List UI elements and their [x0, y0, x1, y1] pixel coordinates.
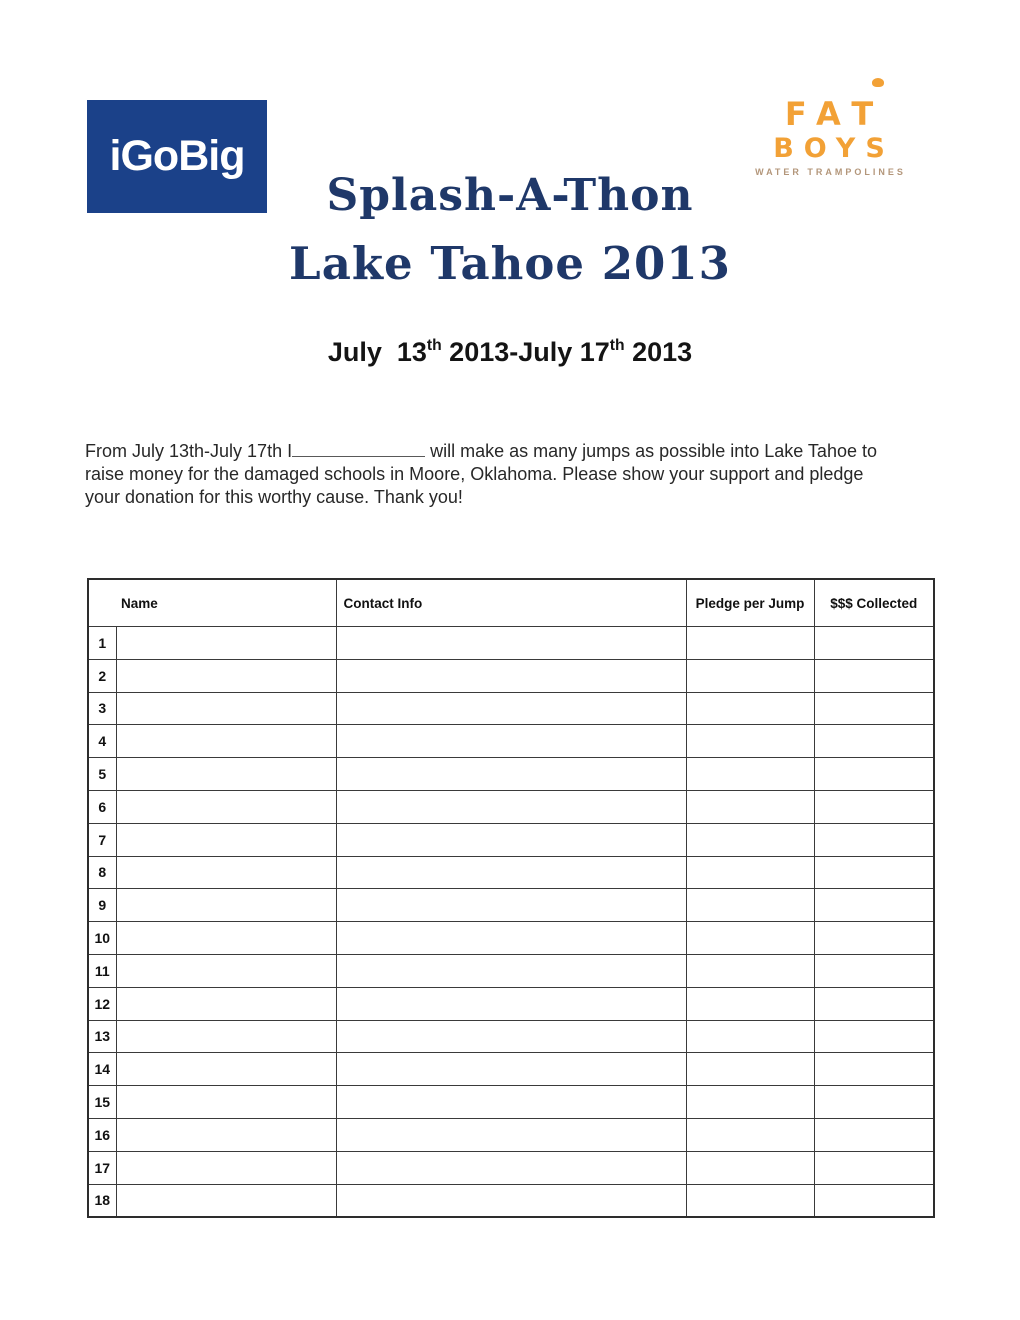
name-cell	[116, 1086, 336, 1119]
column-header-collected: $$$ Collected	[814, 579, 934, 627]
date-segment: July 13	[327, 337, 427, 367]
pledge-paragraph	[85, 440, 985, 509]
fatboys-logo-accent-icon	[872, 78, 884, 87]
name-cell	[116, 790, 336, 823]
row-number-cell: 14	[88, 1053, 116, 1086]
table-header-row	[88, 579, 934, 627]
contact-info-cell	[336, 627, 686, 660]
event-title	[0, 170, 1020, 289]
row-number-cell: 16	[88, 1118, 116, 1151]
column-header-pledge-per-jump: Pledge per Jump	[686, 579, 814, 627]
row-number-cell: 12	[88, 987, 116, 1020]
pledge-text-before-blank: From July 13th-July 17th I	[85, 441, 293, 461]
pledge-per-jump-cell	[686, 922, 814, 955]
table-row	[88, 1151, 934, 1184]
event-title-line2: Lake Tahoe 2013	[289, 237, 731, 290]
pledge-per-jump-cell	[686, 627, 814, 660]
date-segment: 2013	[624, 337, 693, 367]
pledge-text-after-blank: will make as many jumps as possible into Lake Tahoe to	[425, 441, 877, 461]
column-header-name: Name	[88, 579, 336, 627]
collected-cell	[814, 1053, 934, 1086]
contact-info-cell	[336, 1151, 686, 1184]
pledge-per-jump-cell	[686, 1184, 814, 1217]
collected-cell	[814, 758, 934, 791]
name-cell	[116, 823, 336, 856]
table-row	[88, 1118, 934, 1151]
name-cell	[116, 922, 336, 955]
name-cell	[116, 692, 336, 725]
row-number-cell: 3	[88, 692, 116, 725]
name-cell	[116, 627, 336, 660]
name-cell	[116, 1118, 336, 1151]
table-row	[88, 790, 934, 823]
fatboys-logo-line2: BOYS	[773, 133, 895, 164]
table-row	[88, 1053, 934, 1086]
collected-cell	[814, 725, 934, 758]
contact-info-cell	[336, 725, 686, 758]
name-cell	[116, 856, 336, 889]
contact-info-cell	[336, 1184, 686, 1217]
pledge-per-jump-cell	[686, 823, 814, 856]
collected-cell	[814, 823, 934, 856]
row-number-cell: 13	[88, 1020, 116, 1053]
pledge-table	[87, 578, 935, 1218]
contact-info-cell	[336, 692, 686, 725]
collected-cell	[814, 889, 934, 922]
pledge-text-line3: your donation for this worthy cause. Thank you!	[85, 487, 463, 507]
table-row	[88, 1086, 934, 1119]
name-cell	[116, 659, 336, 692]
contact-info-cell	[336, 659, 686, 692]
row-number-cell: 15	[88, 1086, 116, 1119]
contact-info-cell	[336, 758, 686, 791]
row-number-cell: 2	[88, 659, 116, 692]
contact-info-cell	[336, 987, 686, 1020]
table-row	[88, 1020, 934, 1053]
fatboys-logo	[748, 96, 910, 177]
name-blank-line	[292, 442, 425, 457]
contact-info-cell	[336, 922, 686, 955]
row-number-cell: 1	[88, 627, 116, 660]
pledge-per-jump-cell	[686, 1020, 814, 1053]
table-row	[88, 692, 934, 725]
contact-info-cell	[336, 1020, 686, 1053]
pledge-per-jump-cell	[686, 1086, 814, 1119]
row-number-cell: 9	[88, 889, 116, 922]
collected-cell	[814, 1151, 934, 1184]
collected-cell	[814, 1184, 934, 1217]
pledge-per-jump-cell	[686, 725, 814, 758]
pledge-per-jump-cell	[686, 1053, 814, 1086]
collected-cell	[814, 790, 934, 823]
contact-info-cell	[336, 889, 686, 922]
pledge-per-jump-cell	[686, 1151, 814, 1184]
contact-info-cell	[336, 1086, 686, 1119]
name-cell	[116, 1151, 336, 1184]
pledge-per-jump-cell	[686, 856, 814, 889]
pledge-per-jump-cell	[686, 987, 814, 1020]
table-row	[88, 1184, 934, 1217]
table-row	[88, 823, 934, 856]
name-cell	[116, 889, 336, 922]
column-header-contact-info: Contact Info	[336, 579, 686, 627]
row-number-cell: 6	[88, 790, 116, 823]
name-cell	[116, 954, 336, 987]
collected-cell	[814, 954, 934, 987]
table-row	[88, 627, 934, 660]
date-segment: 2013-July 17	[441, 337, 610, 367]
contact-info-cell	[336, 856, 686, 889]
table-row	[88, 856, 934, 889]
pledge-per-jump-cell	[686, 659, 814, 692]
pledge-text-line2: raise money for the damaged schools in Moore, Oklahoma. Please show your support and pledge	[85, 464, 864, 484]
fatboys-logo-line1: FAT	[784, 95, 887, 133]
name-cell	[116, 1184, 336, 1217]
row-number-cell: 8	[88, 856, 116, 889]
row-number-cell: 18	[88, 1184, 116, 1217]
row-number-cell: 11	[88, 954, 116, 987]
pledge-per-jump-cell	[686, 692, 814, 725]
contact-info-cell	[336, 790, 686, 823]
collected-cell	[814, 1086, 934, 1119]
collected-cell	[814, 692, 934, 725]
contact-info-cell	[336, 954, 686, 987]
row-number-cell: 7	[88, 823, 116, 856]
contact-info-cell	[336, 823, 686, 856]
collected-cell	[814, 1020, 934, 1053]
collected-cell	[814, 922, 934, 955]
event-dates	[0, 337, 1020, 368]
pledge-per-jump-cell	[686, 954, 814, 987]
table-row	[88, 954, 934, 987]
row-number-cell: 10	[88, 922, 116, 955]
table-row	[88, 758, 934, 791]
name-cell	[116, 987, 336, 1020]
name-cell	[116, 725, 336, 758]
table-row	[88, 725, 934, 758]
collected-cell	[814, 627, 934, 660]
pledge-table-body	[88, 627, 934, 1218]
event-title-line1: Splash-A-Thon	[326, 170, 694, 221]
name-cell	[116, 1020, 336, 1053]
contact-info-cell	[336, 1118, 686, 1151]
table-row	[88, 922, 934, 955]
igobig-logo-text: iGoBig	[109, 132, 245, 180]
pledge-per-jump-cell	[686, 1118, 814, 1151]
date-superscript: th	[426, 337, 442, 354]
date-superscript: th	[609, 337, 625, 354]
table-row	[88, 889, 934, 922]
collected-cell	[814, 987, 934, 1020]
table-row	[88, 659, 934, 692]
table-row	[88, 987, 934, 1020]
name-cell	[116, 1053, 336, 1086]
collected-cell	[814, 856, 934, 889]
pledge-per-jump-cell	[686, 889, 814, 922]
row-number-cell: 17	[88, 1151, 116, 1184]
collected-cell	[814, 659, 934, 692]
row-number-cell: 5	[88, 758, 116, 791]
row-number-cell: 4	[88, 725, 116, 758]
pledge-per-jump-cell	[686, 758, 814, 791]
collected-cell	[814, 1118, 934, 1151]
pledge-per-jump-cell	[686, 790, 814, 823]
name-cell	[116, 758, 336, 791]
fatboys-logo-tagline: WATER TRAMPOLINES	[755, 167, 906, 177]
contact-info-cell	[336, 1053, 686, 1086]
